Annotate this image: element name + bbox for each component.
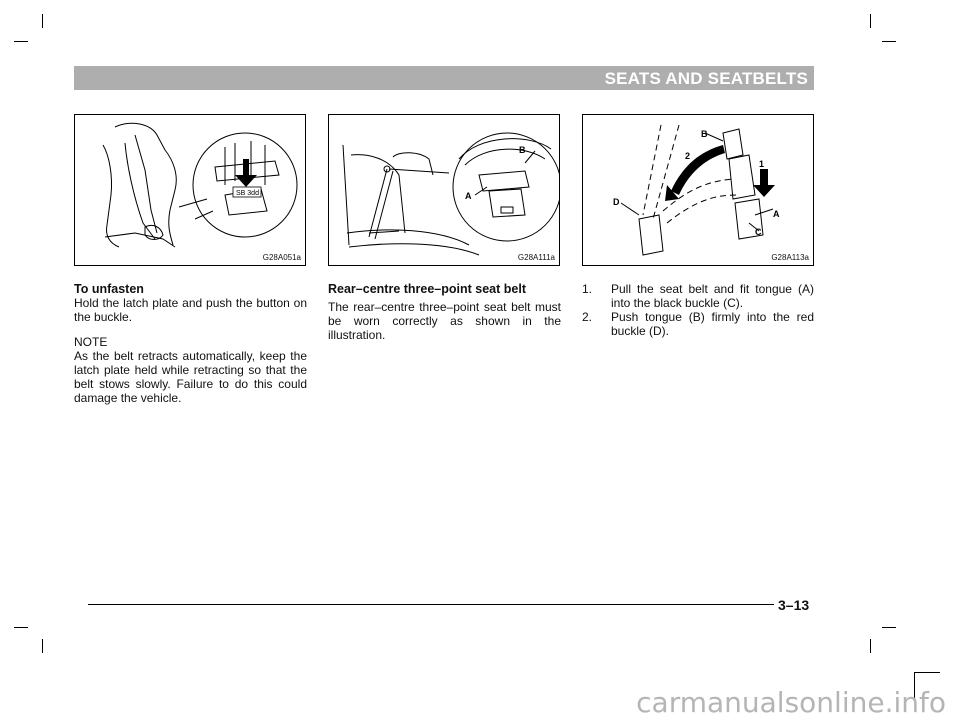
page-number: 3–13 — [778, 597, 810, 613]
heading-unfasten: To unfasten — [74, 282, 144, 296]
column-rear-centre — [328, 282, 561, 342]
unfasten-illustration — [75, 115, 306, 266]
heading-rear-centre: Rear–centre three–point seat belt — [328, 282, 526, 296]
figure-unfasten — [74, 114, 306, 266]
list-item: 2. Push tongue (B) firmly into the red buckle (D). — [582, 310, 814, 338]
unfasten-text: Hold the latch plate and push the button on the buckle. — [74, 296, 307, 324]
label-a: A — [465, 191, 472, 201]
figure-code: G28A051a — [262, 253, 301, 262]
label-c: C — [755, 227, 762, 237]
rear-seat-illustration — [329, 115, 560, 266]
label-1: 1 — [759, 159, 765, 169]
section-header — [74, 66, 814, 90]
section-title: SEATS AND SEATBELTS — [604, 69, 808, 88]
label-b: B — [701, 129, 708, 139]
list-item: 1. Pull the seat belt and fit tongue (A) into the black buckle (C). — [582, 282, 814, 310]
buckle-illustration — [583, 115, 814, 266]
figure-code: G28A111a — [517, 253, 555, 262]
note-text: As the belt retracts automatically, keep the latch plate held while retracting so that the belt stows slowly. Failure to do this could damage the vehicle. — [74, 349, 307, 405]
column-steps — [582, 282, 814, 338]
rear-centre-text: The rear–centre three–point seat belt must be worn correctly as shown in the illustration. — [328, 300, 561, 342]
label-b: B — [519, 145, 526, 155]
svg-text:SB 3dd: SB 3dd — [236, 190, 259, 197]
figure-rear-centre-belt — [328, 114, 560, 266]
column-unfasten — [74, 282, 307, 405]
watermark[interactable]: carmanualsonline.info — [636, 686, 946, 719]
label-d: D — [613, 197, 620, 207]
note-label: NOTE — [74, 335, 108, 349]
figure-buckle-steps — [582, 114, 814, 266]
label-a: A — [773, 209, 780, 219]
label-2: 2 — [685, 151, 691, 161]
step-list — [582, 282, 814, 338]
footer-rule — [88, 604, 774, 605]
figure-code: G28A113a — [771, 253, 809, 262]
